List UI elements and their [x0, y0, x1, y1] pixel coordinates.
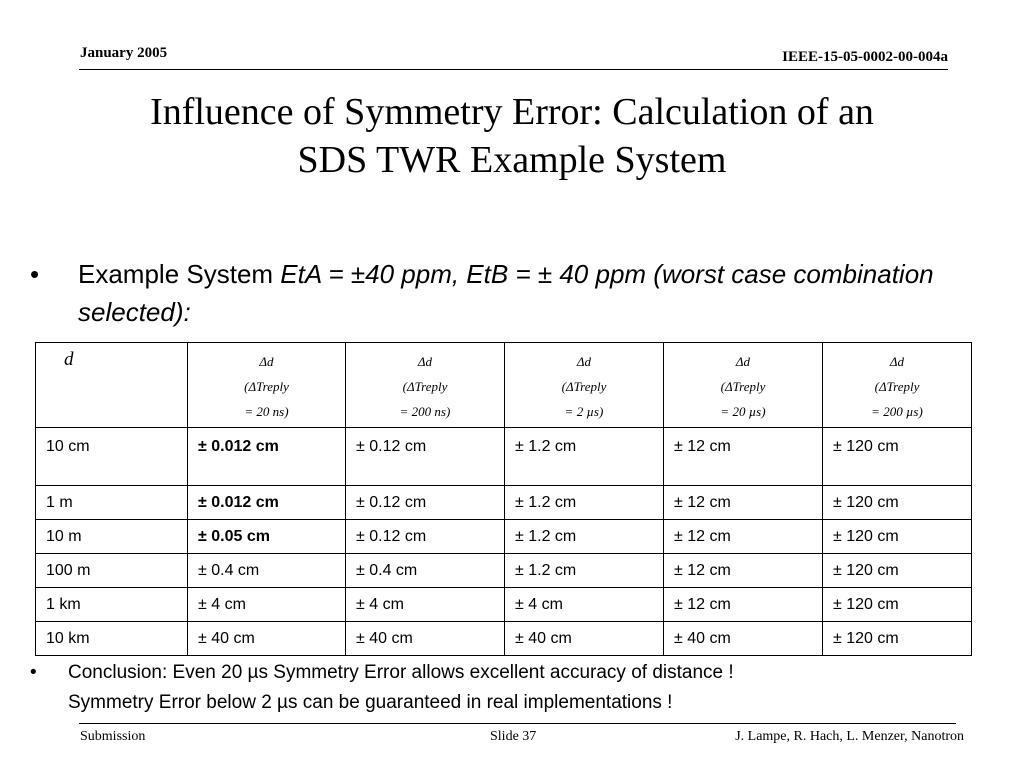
footer-slide-number: Slide 37: [490, 729, 537, 744]
table-row: [36, 486, 972, 520]
error-cell: ± 0.012 cm: [188, 486, 346, 520]
header-cell-line: d: [64, 349, 74, 370]
error-cell: ± 12 cm: [664, 588, 823, 622]
bullet-marker: •: [30, 662, 37, 683]
header-cell-line: Δd: [576, 354, 592, 369]
error-cell: ± 1.2 cm: [505, 428, 664, 486]
error-cell: ± 12 cm: [664, 486, 823, 520]
header-document-id: IEEE-15-05-0002-00-004a: [782, 49, 948, 65]
error-cell: ± 120 cm: [823, 428, 972, 486]
error-cell: ± 40 cm: [664, 622, 823, 656]
distance-cell: 10 km: [36, 622, 188, 656]
error-cell: ± 4 cm: [188, 588, 346, 622]
table-header-row: [36, 343, 972, 428]
error-cell: ± 0.12 cm: [346, 520, 505, 554]
header-cell-line: (ΔTreply: [561, 379, 607, 394]
error-cell: ± 0.4 cm: [346, 554, 505, 588]
results-table: [35, 342, 972, 656]
error-cell: ± 0.12 cm: [346, 428, 505, 486]
bullet-text-italic: EtA = ±40 ppm, EtB = ± 40 ppm (worst case combination selected):: [78, 259, 934, 327]
error-cell: ± 1.2 cm: [505, 554, 664, 588]
error-cell: ± 40 cm: [505, 622, 664, 656]
header-cell-line: (ΔTreply: [402, 379, 448, 394]
error-cell: ± 4 cm: [346, 588, 505, 622]
bullet-marker: •: [30, 259, 40, 289]
error-cell: ± 1.2 cm: [505, 486, 664, 520]
table-row: [36, 588, 972, 622]
slide-title-line-1: Influence of Symmetry Error: Calculation of an: [150, 91, 874, 133]
header-cell-delta-d: [346, 343, 505, 428]
footer-authors: J. Lampe, R. Hach, L. Menzer, Nanotron: [735, 729, 964, 744]
header-date: January 2005: [80, 45, 168, 61]
table-row: [36, 428, 972, 486]
conclusion-line-1: Conclusion: Even 20 µs Symmetry Error allows excellent accuracy of distance !: [68, 662, 734, 683]
footer-divider: [79, 723, 956, 724]
error-cell: ± 120 cm: [823, 554, 972, 588]
header-cell-line: = 20 ns): [244, 404, 289, 419]
table-row: [36, 520, 972, 554]
header-cell-line: = 2 µs): [564, 404, 604, 419]
header-cell-delta-d: [664, 343, 823, 428]
error-cell: ± 40 cm: [188, 622, 346, 656]
slide-title-line-2: SDS TWR Example System: [297, 139, 727, 181]
header-cell-line: Δd: [889, 354, 905, 369]
header-cell-line: = 200 µs): [871, 404, 923, 419]
slide-title: [40, 88, 984, 184]
header-cell-distance: [36, 343, 188, 428]
error-cell: ± 120 cm: [823, 622, 972, 656]
bullet-text-plain: Example System: [78, 259, 281, 289]
header-cell-line: (ΔTreply: [244, 379, 289, 394]
error-cell: ± 4 cm: [505, 588, 664, 622]
distance-cell: 10 cm: [36, 428, 188, 486]
header-cell-delta-d: [823, 343, 972, 428]
error-cell: ± 120 cm: [823, 486, 972, 520]
header-cell-line: = 200 ns): [399, 404, 451, 419]
header-cell-delta-d: [188, 343, 346, 428]
header-divider: [79, 69, 948, 70]
footer-submission: Submission: [80, 729, 146, 744]
header-cell-line: = 20 µs): [720, 404, 766, 419]
error-cell: ± 12 cm: [664, 428, 823, 486]
error-cell: ± 0.4 cm: [188, 554, 346, 588]
table-row: [36, 554, 972, 588]
bullet-text: [68, 658, 988, 718]
distance-cell: 1 km: [36, 588, 188, 622]
error-cell: ± 1.2 cm: [505, 520, 664, 554]
error-cell: ± 12 cm: [664, 520, 823, 554]
error-cell: ± 120 cm: [823, 588, 972, 622]
table-row: [36, 622, 972, 656]
conclusion-line-2: Symmetry Error below 2 µs can be guaranteed in real implementations !: [68, 692, 673, 713]
distance-cell: 1 m: [36, 486, 188, 520]
header-cell-line: Δd: [417, 354, 433, 369]
distance-cell: 100 m: [36, 554, 188, 588]
error-cell: ± 0.05 cm: [188, 520, 346, 554]
header-cell-delta-d: [505, 343, 664, 428]
error-cell: ± 0.12 cm: [346, 486, 505, 520]
header-cell-line: (ΔTreply: [874, 379, 920, 394]
error-cell: ± 120 cm: [823, 520, 972, 554]
header-cell-line: Δd: [259, 354, 274, 369]
header-cell-line: (ΔTreply: [720, 379, 766, 394]
distance-cell: 10 m: [36, 520, 188, 554]
error-cell: ± 40 cm: [346, 622, 505, 656]
header-cell-line: Δd: [735, 354, 751, 369]
error-cell: ± 0.012 cm: [188, 428, 346, 486]
error-cell: ± 12 cm: [664, 554, 823, 588]
bullet-text: [78, 255, 978, 331]
